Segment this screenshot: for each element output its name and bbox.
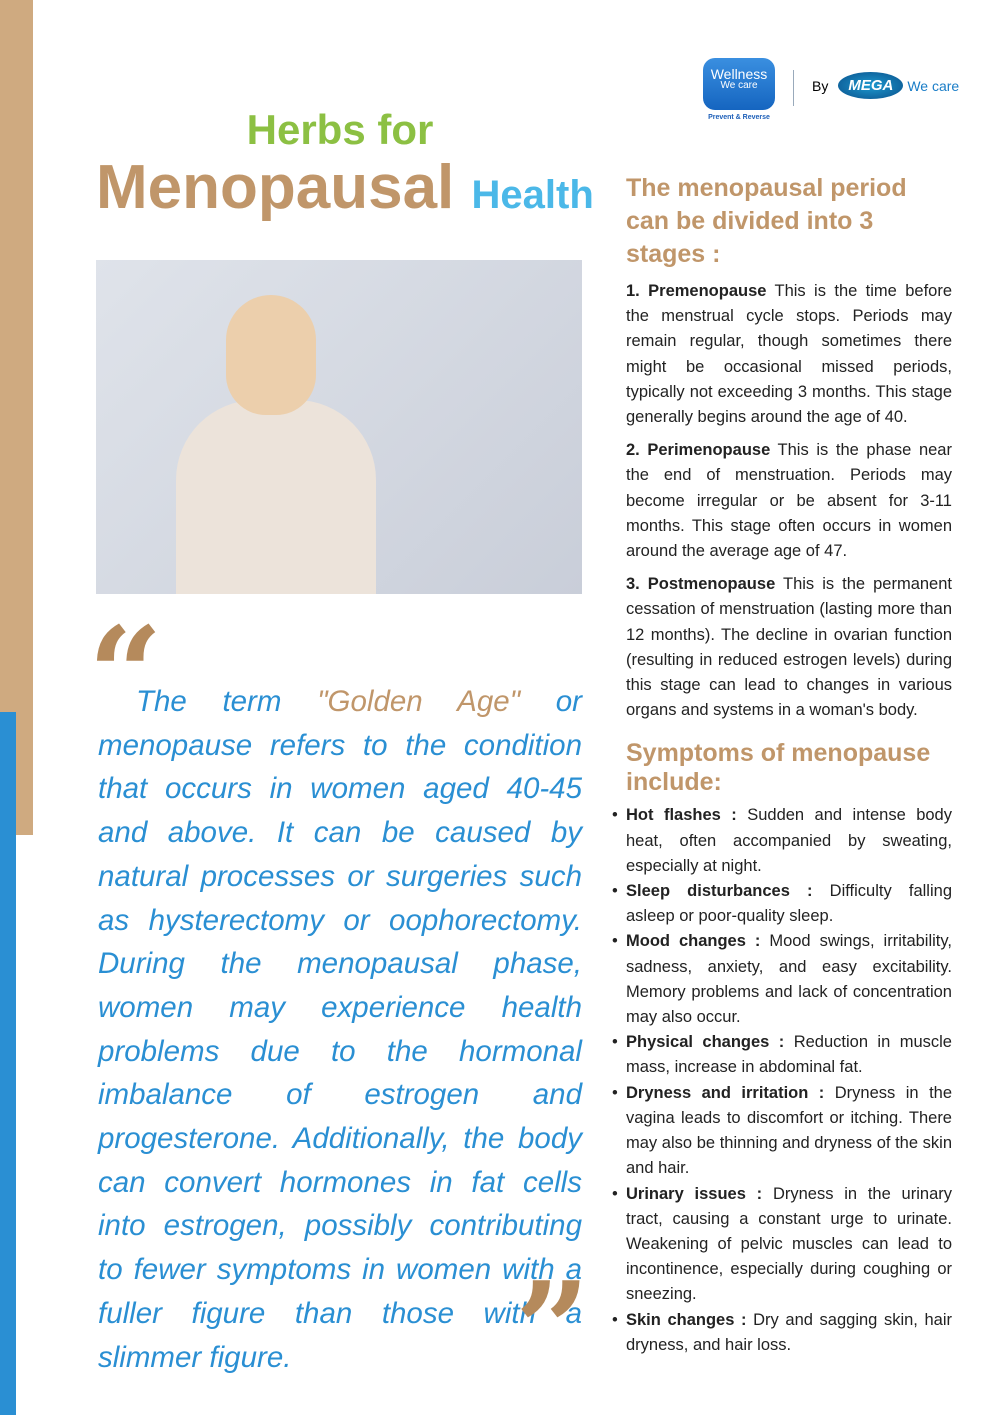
stage-item: 1. Premenopause This is the time before the menstrual cycle stops. Periods may remain regular, though sometimes there might be occasional missed periods, typically not exceeding 3 months. This stage generally begins around the age of 40. xyxy=(626,282,952,427)
badge-title: Wellness xyxy=(710,66,768,82)
stages-heading: The menopausal period can be divided into 3 stages : xyxy=(626,174,907,268)
symptoms-list xyxy=(626,803,952,1357)
title-accent: Health xyxy=(471,173,594,217)
list-item: • Sleep disturbances : Difficulty falling asleep or poor-quality sleep. xyxy=(626,879,952,929)
logo-divider xyxy=(793,70,794,106)
list-item: • Urinary issues : Dryness in the urinary tract, causing a constant urge to urinate. Weakening of pelvic muscles can lead to incontinence, especially during coughing or sneezing. xyxy=(626,1182,952,1308)
title-line1: Herbs for xyxy=(246,106,434,153)
logo-tagline: Prevent & Reverse xyxy=(708,114,770,121)
right-column xyxy=(626,172,952,1358)
list-item: • Mood changes : Mood swings, irritability, sadness, anxiety, and easy excitability. Memory problems and lack of concentration may also occur. xyxy=(626,929,952,1030)
quote-text: The term "Golden Age" or menopause refers to the condition that occurs in women aged 40-45 and above. It can be caused by natural processes or surgeries such as hysterectomy or oophorectomy. During the menopausal phase, women may experience health problems due to the hormonal imbalance of estrogen and progesterone. Additionally, the body can convert hormones in fat cells into estrogen, possibly contributing to fewer symptoms in women with a fuller figure than those with a slimmer figure. xyxy=(98,685,582,1374)
open-quote-icon: “ xyxy=(88,598,163,751)
logo-by: By xyxy=(812,78,829,94)
title-main: Menopausal xyxy=(96,153,455,222)
mega-logo: MEGA xyxy=(838,72,903,99)
wellness-logo xyxy=(703,58,775,121)
symptoms-heading: Symptoms of menopause include: xyxy=(626,739,931,797)
mega-tagline: We care xyxy=(907,78,960,94)
decorative-bar-blue xyxy=(0,712,16,1415)
brand-logo xyxy=(703,58,959,121)
stage-item: 2. Perimenopause This is the phase near the end of menstruation. Periods may become irregular or be absent for 3-11 months. This stage often occurs in women around the average age of 47. xyxy=(626,441,952,561)
stage-item: 3. Postmenopause This is the permanent cessation of menstruation (lasting more than 12 months). The decline in ovarian function (resulting in reduced estrogen levels) during this stage can lead to changes in various organs and systems in a woman's body. xyxy=(626,575,952,720)
list-item: • Hot flashes : Sudden and intense body heat, often accompanied by sweating, especially at night. xyxy=(626,803,952,879)
woman-photo xyxy=(96,260,582,594)
list-item: • Physical changes : Reduction in muscle mass, increase in abdominal fat. xyxy=(626,1030,952,1080)
page-title xyxy=(96,152,594,223)
close-quote-icon: ” xyxy=(515,1253,590,1406)
list-item: • Skin changes : Dry and sagging skin, hair dryness, and hair loss. xyxy=(626,1308,952,1358)
badge-sub: We care xyxy=(720,80,758,91)
list-item: • Dryness and irritation : Dryness in the vagina leads to discomfort or itching. There may also be thinning and dryness of the skin and hair. xyxy=(626,1081,952,1182)
